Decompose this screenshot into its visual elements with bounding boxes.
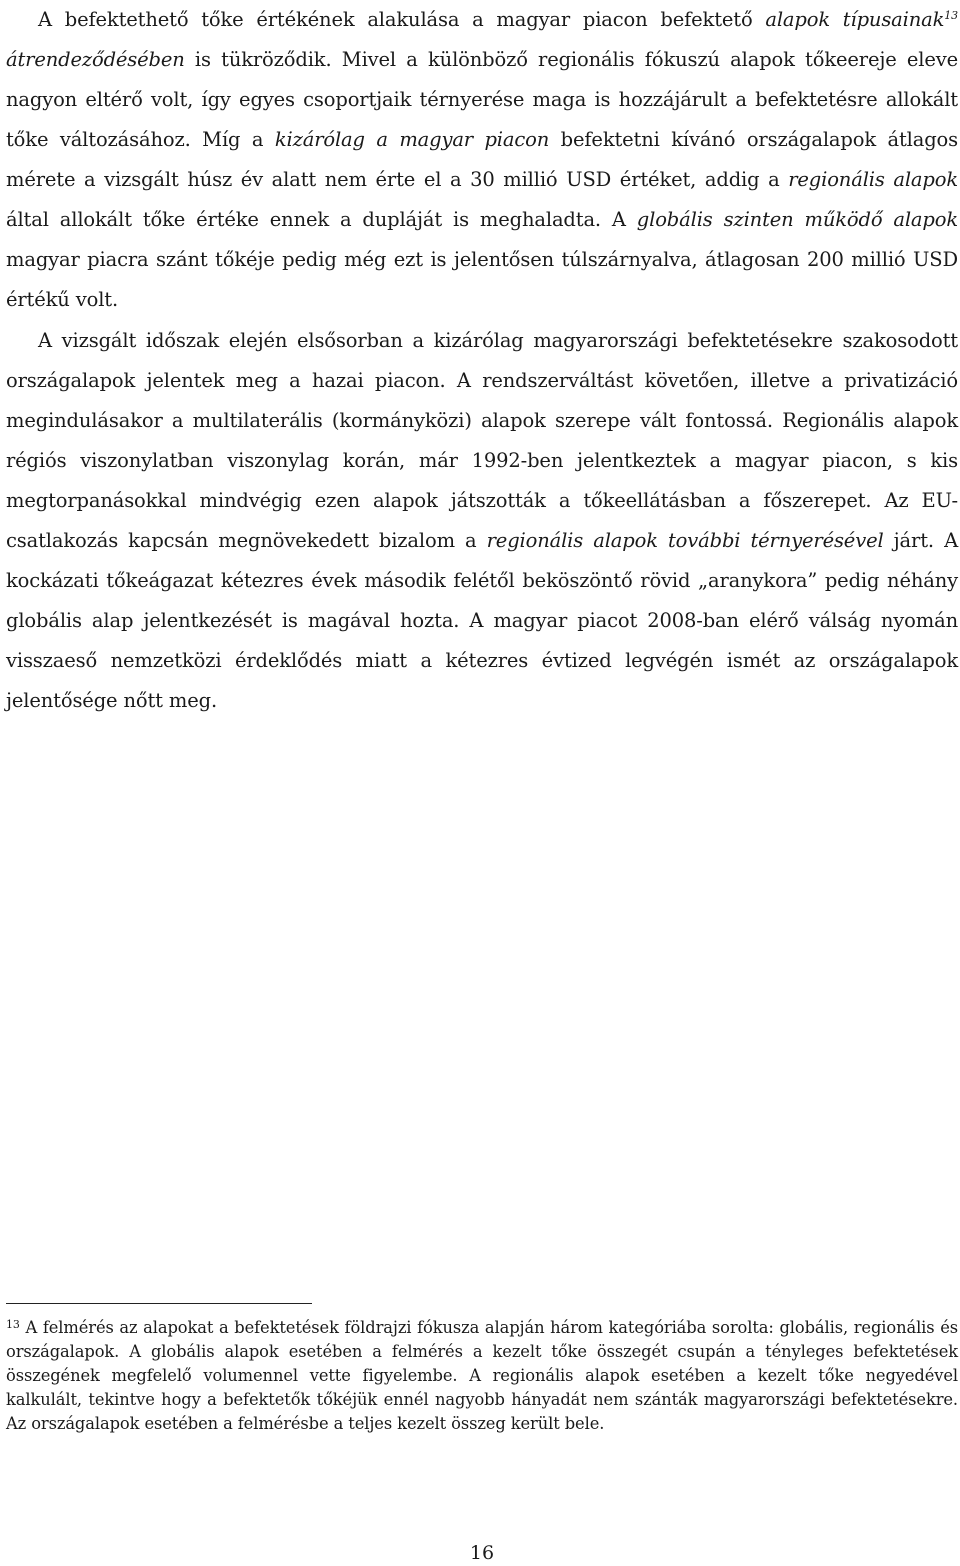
- document-page: [6, 0, 958, 1566]
- text-run: is tükröződik. Mivel a különböző regionális fókuszú alapok tőkeereje eleve nagyon eltérő volt, így egyes csoportjaik térnyerése maga is hozzájárult a befektetésre allokált tőke változásához. Míg a: [6, 48, 958, 151]
- text-run: által allokált tőke értéke ennek a dupláját is meghaladta. A: [6, 208, 637, 231]
- text-run: magyar piacra szánt tőkéje pedig még ezt is jelentősen túlszárnyalva, átlagosan 200 millió USD értékű volt.: [6, 248, 958, 311]
- page-number: 16: [469, 1542, 495, 1564]
- text-run: járt. A kockázati tőkeágazat kétezres évek második felétől beköszöntő rövid „aranykora” pedig néhány globális alap jelentkezését is magával hozta. A magyar piacot 2008-ban elérő válság nyomán visszaeső nemzetközi érdeklődés miatt a kétezres évtized legvégén ismét az országalapok jelentősége nőtt meg.: [6, 529, 958, 712]
- emphasis-text: regionális alapok további térnyerésével: [486, 529, 884, 552]
- emphasis-text: kizárólag a magyar piacon: [274, 128, 550, 151]
- footnote-ref-marker: 13: [6, 1318, 20, 1331]
- text-run: A felmérés az alapokat a befektetések földrajzi fókusza alapján három kategóriába sorolta: globális, regionális és országalapok. A globális alapok esetében a felmérés a kezelt tőke összegét csupán a tényleges befektetések összegének megfelelő volumennel vette figyelembe. A regionális alapok esetében a kezelt tőke negyedével kalkulált, tekintve hogy a befektetők tőkéjük ennél nagyobb hányadát nem szánták magyarországi befektetésekre. Az országalapok esetében a felmérésbe a teljes kezelt összeg került bele.: [6, 1318, 958, 1433]
- paragraph-1: [6, 0, 958, 320]
- text-run: A vizsgált időszak elején elsősorban a kizárólag magyarországi befektetésekre szakosodott országalapok jelentek meg a hazai piacon. A rendszerváltást követően, illetve a privatizáció megindulásakor a multilaterális (kormányközi) alapok szerepe vált fontossá. Regionális alapok régiós viszonylatban viszonylag korán, már 1992-ben jelentkeztek a magyar piacon, s kis megtorpanásokkal mindvégig ezen alapok játszották a tőkeellátásban a főszerepet. Az EU-csatlakozás kapcsán megnövekedett bizalom a: [6, 329, 958, 552]
- text-run: befektetni kívánó országalapok átlagos mérete a vizsgált húsz év alatt nem érte el a 30 millió USD értéket, addig a: [6, 128, 958, 191]
- text-run: A befektethető tőke értékének alakulása a magyar piacon befektető: [38, 8, 766, 31]
- emphasis-text: átrendeződésében: [6, 48, 185, 71]
- paragraph-2: [6, 321, 958, 721]
- footnote-separator: [6, 1303, 312, 1304]
- body-text: [6, 0, 958, 721]
- footnote-13: [6, 1316, 958, 1436]
- emphasis-text: globális szinten működő alapok: [636, 208, 958, 231]
- emphasis-text: regionális alapok: [788, 168, 958, 191]
- footnote-ref-marker: 13: [944, 9, 958, 22]
- footnote-text: [6, 1316, 958, 1436]
- emphasis-text: alapok típusainak: [765, 8, 945, 31]
